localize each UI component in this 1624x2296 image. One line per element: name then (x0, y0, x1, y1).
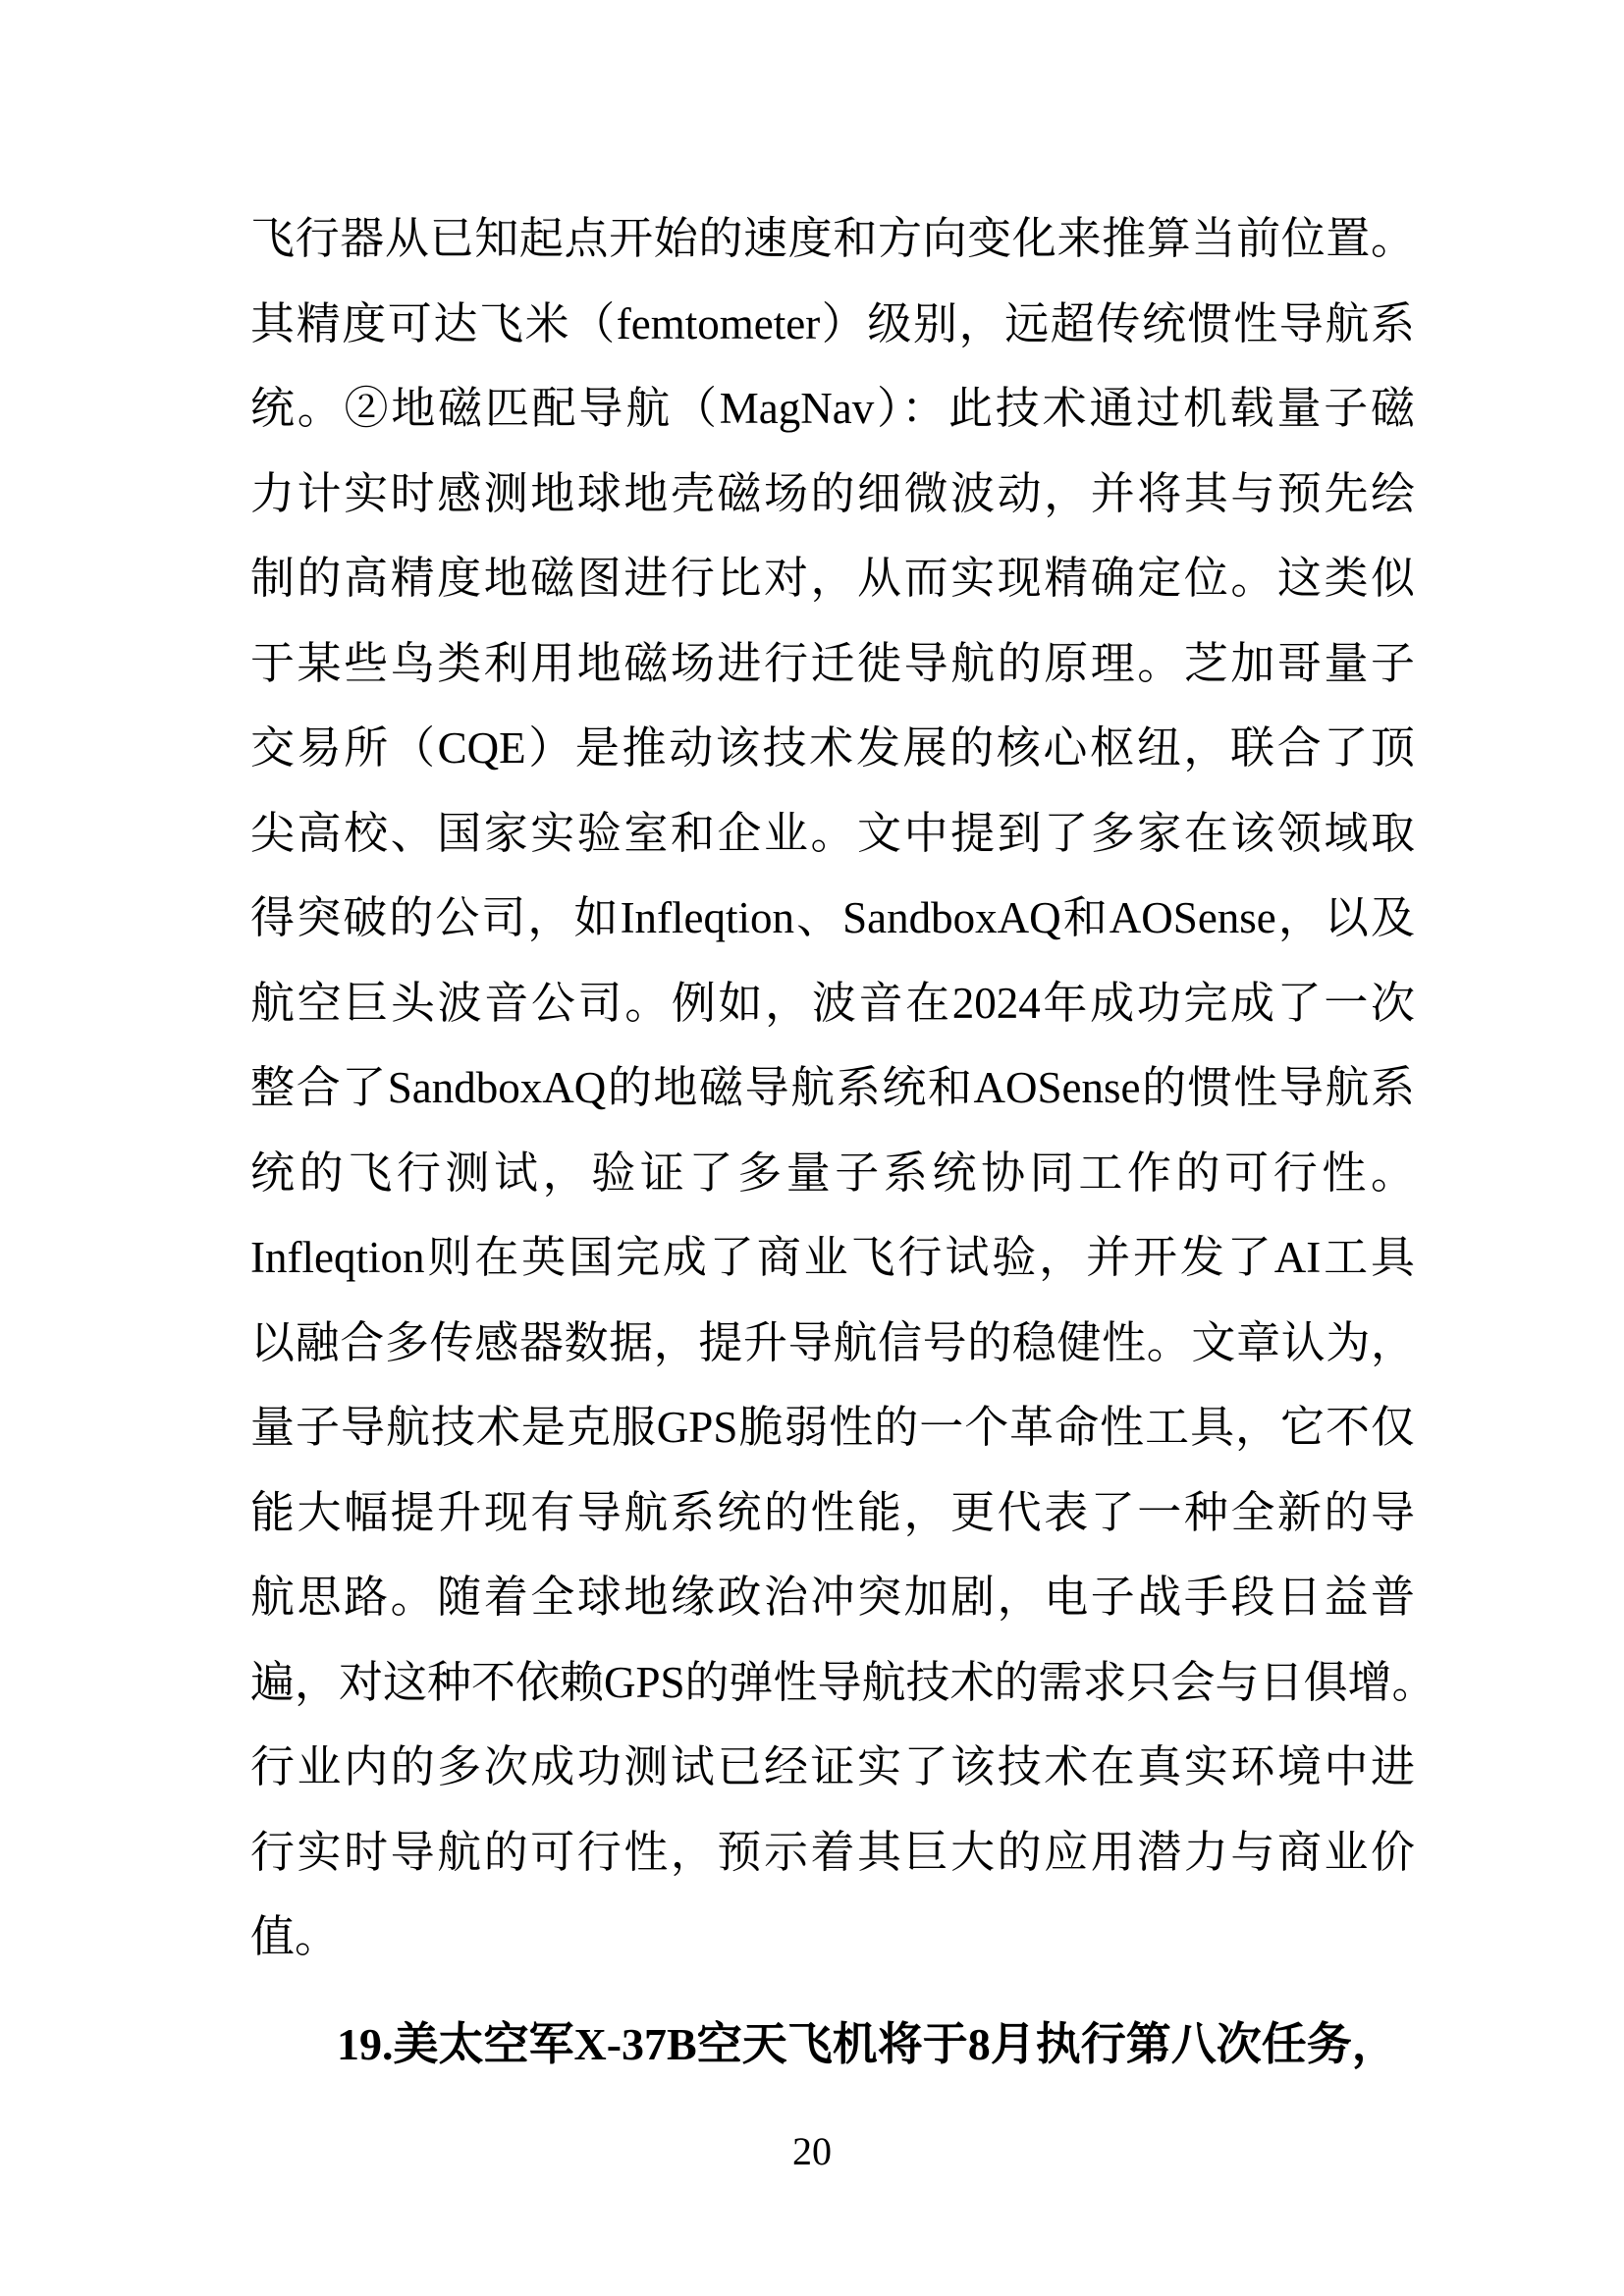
body-line: 航思路。随着全球地缘政治冲突加剧，电子战手段日益普 (250, 1573, 1415, 1622)
body-paragraph (250, 196, 1436, 1980)
body-line: 统的飞行测试，验证了多量子系统协同工作的可行性。 (250, 1148, 1415, 1198)
body-line: 行实时导航的可行性，预示着其巨大的应用潜力与商业价 (250, 1827, 1415, 1877)
section-heading-item-19: 19.美太空军X-37B空天飞机将于8月执行第八次任务， (337, 2019, 1397, 2069)
body-line: 值。 (250, 1912, 340, 1961)
body-line: 统。②地磁匹配导航（MagNav）：此技术通过机载量子磁 (250, 384, 1415, 433)
body-line: 以融合多传感器数据，提升导航信号的稳健性。文章认为， (250, 1317, 1415, 1367)
body-line: 尖高校、国家实验室和企业。文中提到了多家在该领域取 (250, 808, 1415, 858)
body-line: 飞行器从已知起点开始的速度和方向变化来推算当前位置。 (250, 214, 1415, 263)
body-line: 能大幅提升现有导航系统的性能，更代表了一种全新的导 (250, 1487, 1415, 1537)
body-line: 力计实时感测地球地壳磁场的细微波动，并将其与预先绘 (250, 468, 1415, 518)
body-line: 遍，对这种不依赖GPS的弹性导航技术的需求只会与日俱增。 (250, 1657, 1436, 1707)
body-line: 交易所（CQE）是推动该技术发展的核心枢纽，联合了顶 (250, 723, 1415, 773)
body-line: 于某些鸟类利用地磁场进行迁徙导航的原理。芝加哥量子 (250, 638, 1415, 688)
body-line: 得突破的公司，如Infleqtion、SandboxAQ和AOSense，以及 (250, 893, 1415, 942)
page-number: 20 (792, 2129, 832, 2173)
body-line: 制的高精度地磁图进行比对，从而实现精确定位。这类似 (250, 554, 1415, 603)
body-line: 其精度可达飞米（femtometer）级别，远超传统惯性导航系 (250, 298, 1415, 348)
body-line: 量子导航技术是克服GPS脆弱性的一个革命性工具，它不仅 (250, 1403, 1415, 1452)
body-line: 行业内的多次成功测试已经证实了该技术在真实环境中进 (250, 1742, 1415, 1791)
body-line: 整合了SandboxAQ的地磁导航系统和AOSense的惯性导航系 (250, 1063, 1415, 1112)
body-line: 航空巨头波音公司。例如，波音在2024年成功完成了一次 (250, 978, 1415, 1028)
body-line: Infleqtion则在英国完成了商业飞行试验，并开发了AI工具 (250, 1233, 1415, 1282)
